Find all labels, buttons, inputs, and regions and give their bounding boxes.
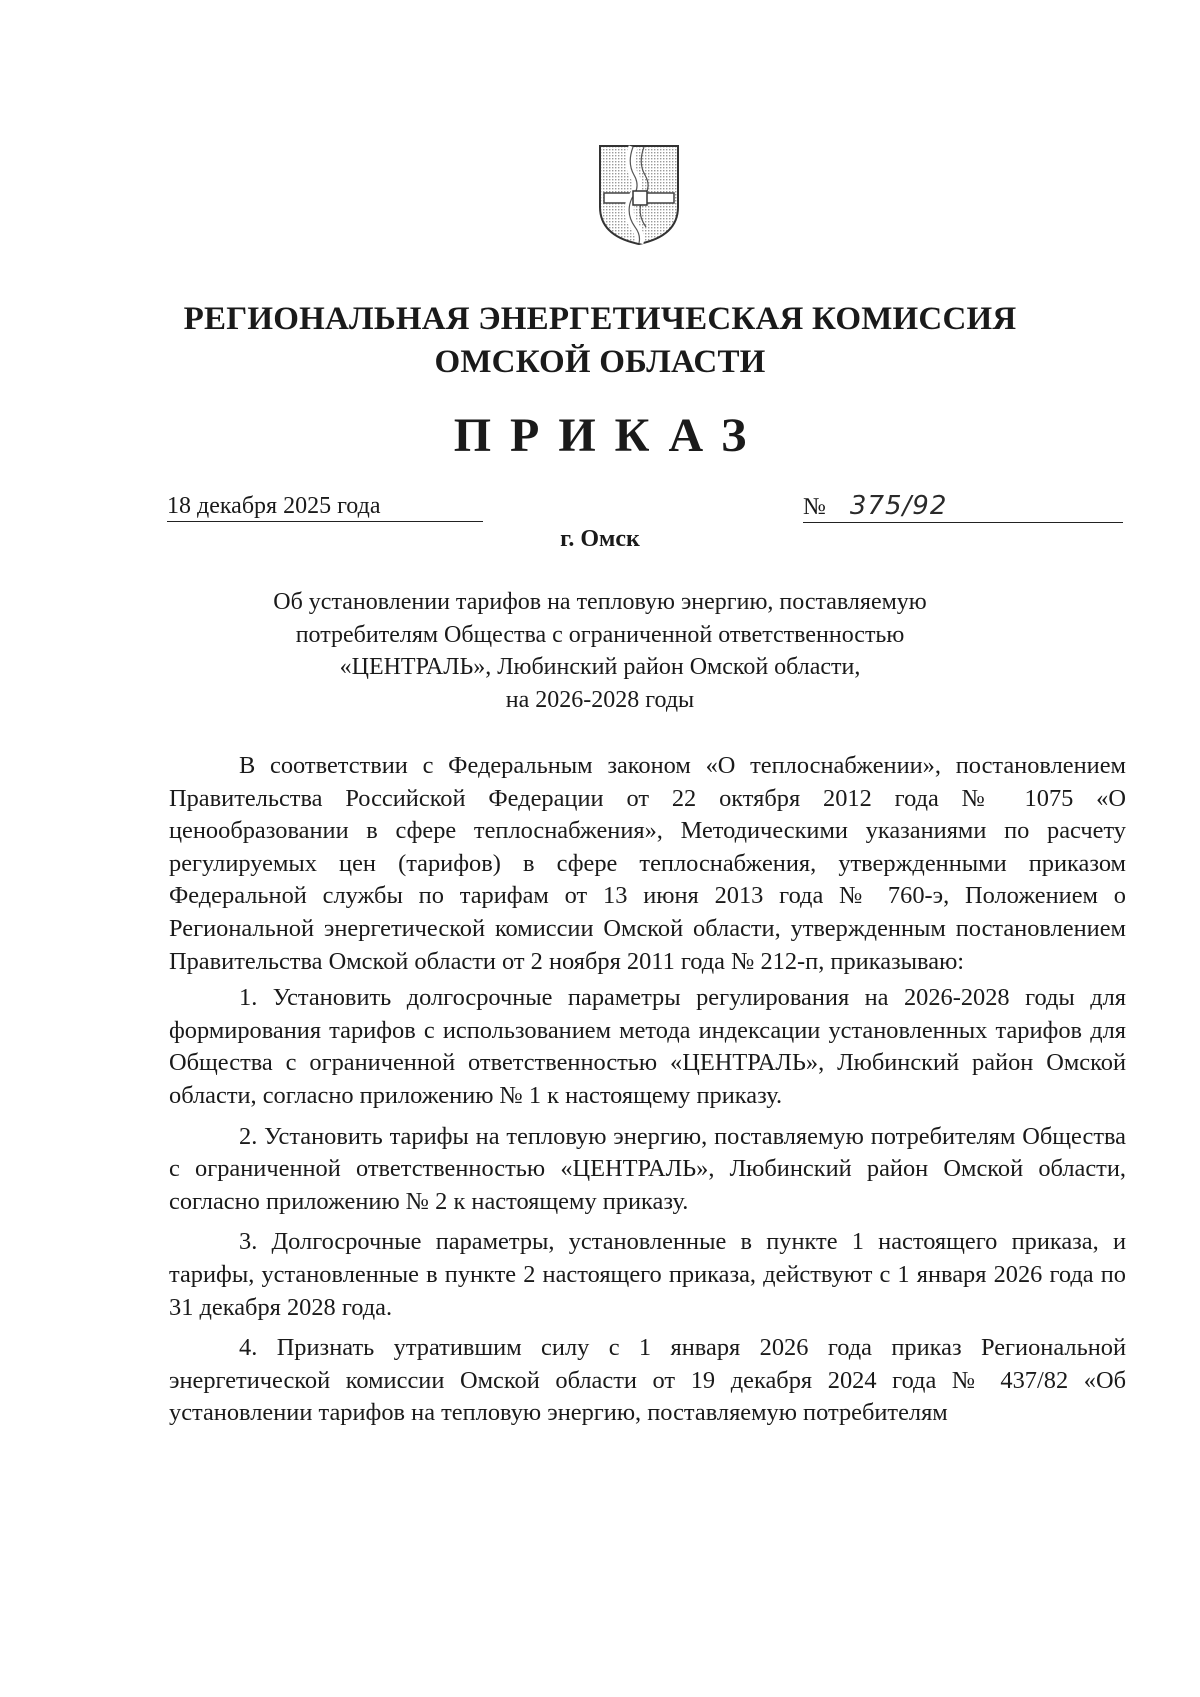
subject-line: Об установлении тарифов на тепловую энергию, поставляемую	[273, 589, 927, 615]
coat-of-arms-icon	[597, 143, 681, 247]
organization-name-line-2: ОМСКОЙ ОБЛАСТИ	[434, 344, 766, 380]
subject-line: потребителям Общества с ограниченной ответственностью	[295, 621, 905, 648]
order-body	[169, 750, 1126, 1430]
city-line: г. Омск	[560, 526, 640, 552]
number-sign: №	[803, 494, 826, 520]
order-number	[803, 491, 1123, 523]
clause-3: 3. Долгосрочные параметры, установленные в пункте 1 настоящего приказа, и тарифы, установленные в пункте 2 настоящего приказа, действуют с 1 января 2026 года по 31 декабря 2028 года.	[169, 1228, 1126, 1321]
clause-2: 2. Установить тарифы на тепловую энергию, поставляемую потребителям Общества с ограниченной ответственностью «ЦЕНТРАЛЬ», Любинский район Омской области, согласно приложению № 2 к настоящему приказу.	[169, 1122, 1126, 1215]
order-subject	[200, 586, 1000, 716]
handwritten-order-number: 375/92	[849, 491, 948, 521]
preamble-paragraph: В соответствии с Федеральным законом «О теплоснабжении», постановлением Правительства Российской Федерации от 22 октября 2012 года № 1075 «О ценообразовании в сфере теплоснабжения», Методическими указаниями по расчету регулируемых цен (тарифов) в сфере теплоснабжения, утвержденными приказом Федеральной службы по тарифам от 13 июня 2013 года № 760-э, Положением о Региональной энергетической комиссии Омской области, утвержденным постановлением Правительства Омской области от 2 ноября 2011 года № 212-п, приказываю:	[169, 752, 1126, 975]
order-date: 18 декабря 2025 года	[167, 491, 483, 522]
organization-name-line-1: РЕГИОНАЛЬНАЯ ЭНЕРГЕТИЧЕСКАЯ КОМИССИЯ	[183, 301, 1017, 337]
subject-line: «ЦЕНТРАЛЬ», Любинский район Омской области,	[339, 654, 861, 680]
clause-1: 1. Установить долгосрочные параметры регулирования на 2026-2028 годы для формирования тарифов с использованием метода индексации установленных тарифов для Общества с ограниченной ответственностью «ЦЕНТРАЛЬ», Любинский район Омской области, согласно приложению № 1 к настоящему приказу.	[169, 984, 1126, 1109]
subject-line: на 2026-2028 годы	[505, 686, 695, 713]
document-type-title: ПРИКАЗ	[453, 409, 766, 462]
clause-4: 4. Признать утратившим силу с 1 января 2026 года приказ Региональной энергетической комиссии Омской области от 19 декабря 2024 года № 437/82 «Об установлении тарифов на тепловую энергию, поставляемую потребителям	[169, 1334, 1126, 1427]
